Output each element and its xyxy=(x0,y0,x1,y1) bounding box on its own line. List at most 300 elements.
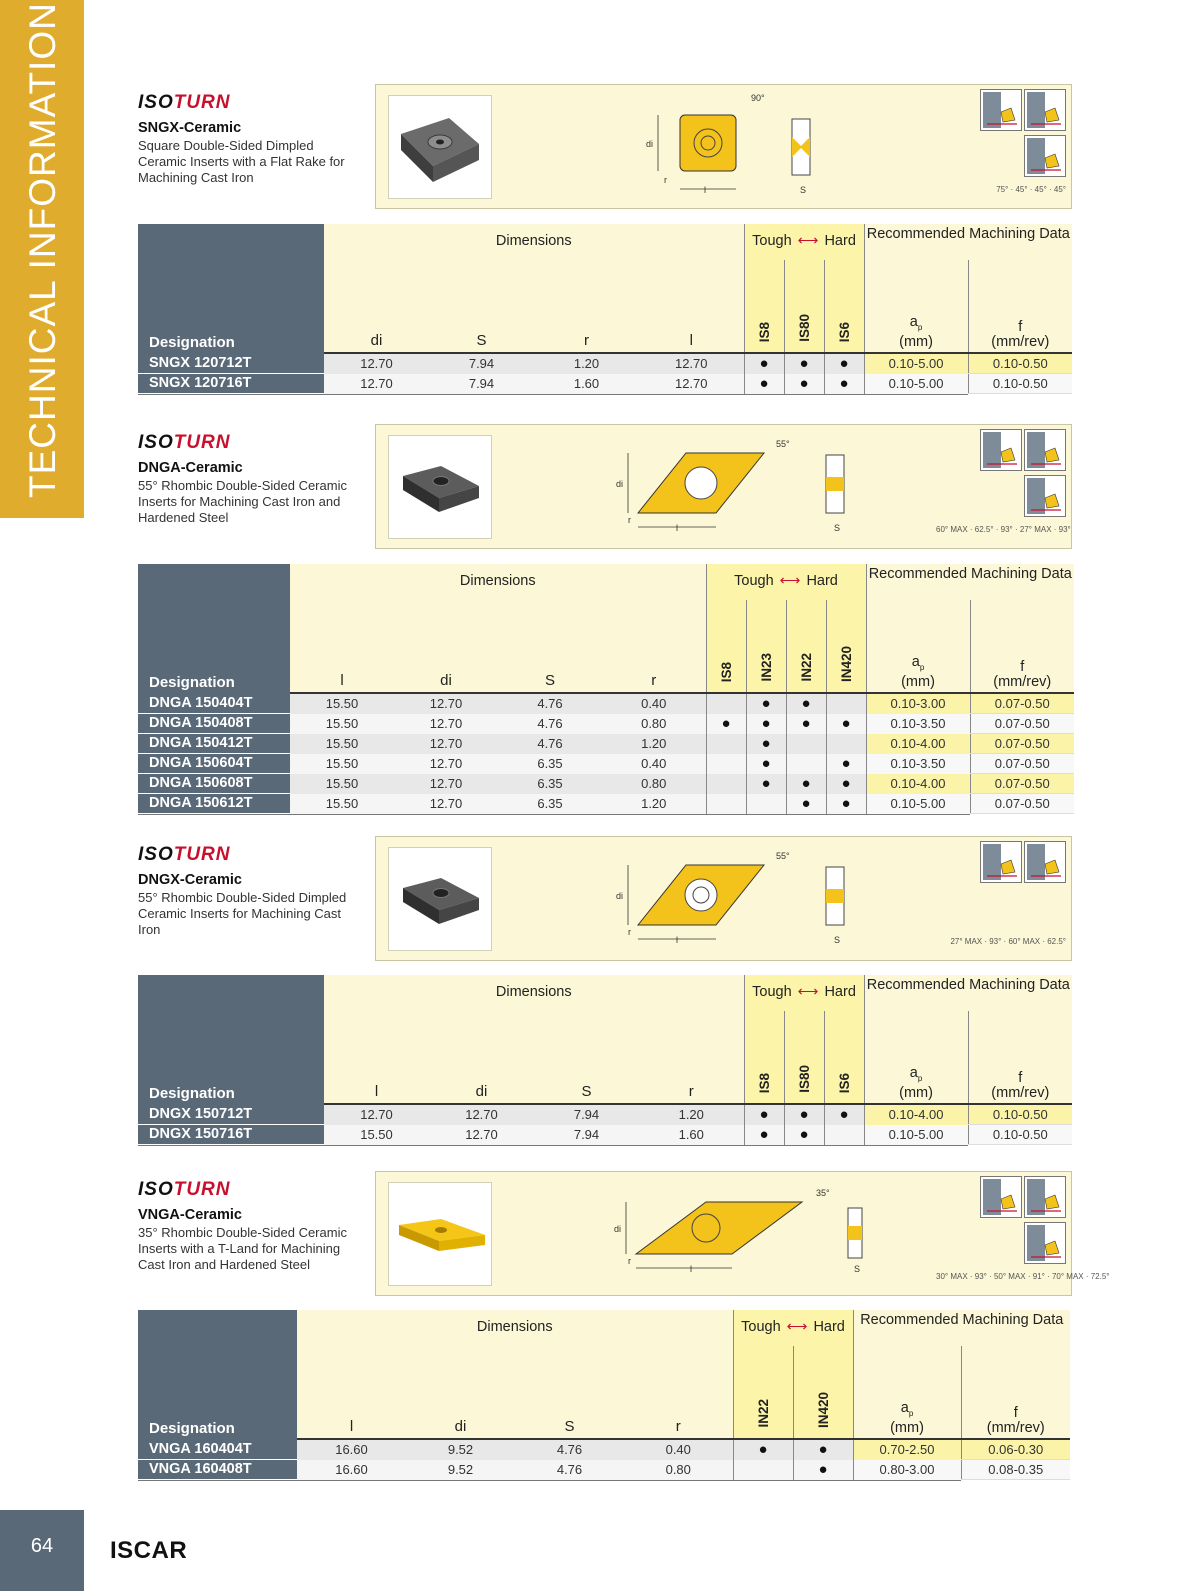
dimension-cell: 12.70 xyxy=(394,694,498,714)
dimension-cell: 12.70 xyxy=(324,374,429,394)
f-unit: (mm/rev) xyxy=(991,1085,1050,1101)
icon-angle-label: 62.5° xyxy=(1047,937,1066,946)
ap-unit: (mm) xyxy=(899,334,933,350)
dimension-column-header: r xyxy=(602,600,706,692)
table-bottom-rule xyxy=(138,1480,961,1482)
table-row xyxy=(138,694,1074,714)
specification-table xyxy=(138,224,1072,395)
dimension-cell: 12.70 xyxy=(394,774,498,794)
f-symbol: f xyxy=(1020,659,1025,675)
grade-availability-cell xyxy=(786,734,826,754)
drawing-label-angle: 55° xyxy=(776,851,790,861)
designation-cell: DNGA 150408T xyxy=(138,714,290,734)
dimension-column-header: l xyxy=(290,600,394,692)
hard-label: Hard xyxy=(824,984,856,1000)
grade-availability-cell: ● xyxy=(824,374,864,394)
ap-cell: 0.10-4.00 xyxy=(866,734,970,754)
tough-hard-header xyxy=(706,564,866,600)
grade-availability-cell: ● xyxy=(786,774,826,794)
grade-availability-cell: ● xyxy=(744,1125,784,1145)
table-bottom-rule xyxy=(138,394,968,396)
dimension-column-header: r xyxy=(639,1011,744,1103)
grade-column-header xyxy=(733,1346,793,1438)
brand-iso: ISO xyxy=(138,844,174,865)
dimension-cell: 7.94 xyxy=(429,354,534,374)
grade-column-header xyxy=(826,600,866,692)
dimension-cell: 1.20 xyxy=(602,734,706,754)
grade-column-header xyxy=(786,600,826,692)
ap-cell: 0.10-5.00 xyxy=(866,794,970,814)
drawing-label-di: di xyxy=(616,479,624,489)
toolholder-application-icon xyxy=(980,1176,1022,1218)
table-row xyxy=(138,1105,1072,1125)
ap-header xyxy=(864,1011,968,1103)
grade-availability-cell: ● xyxy=(784,1105,824,1125)
designation-cell: DNGA 150404T xyxy=(138,694,290,714)
ap-symbol xyxy=(865,1066,968,1086)
grade-availability-cell xyxy=(824,1125,864,1145)
grade-column-header xyxy=(744,260,784,352)
grade-availability-cell: ● xyxy=(744,374,784,394)
dimension-cell: 15.50 xyxy=(324,1125,429,1145)
dimension-cell: 16.60 xyxy=(297,1440,406,1460)
dimension-column-header: di xyxy=(406,1346,515,1438)
dimension-cell: 7.94 xyxy=(534,1105,639,1125)
f-cell: 0.06-0.30 xyxy=(961,1440,1070,1460)
grade-name: IS8 xyxy=(756,1072,772,1093)
dimension-cell: 12.70 xyxy=(394,714,498,734)
hard-label: Hard xyxy=(806,573,838,589)
ap-unit: (mm) xyxy=(901,674,935,690)
isoturn-logo xyxy=(138,844,231,866)
insert-photo xyxy=(388,847,492,951)
drawing-label-r: r xyxy=(628,515,631,525)
designation-cell: DNGA 150608T xyxy=(138,774,290,794)
tough-hard-header xyxy=(733,1310,853,1346)
ap-header xyxy=(853,1346,961,1438)
f-cell: 0.07-0.50 xyxy=(970,694,1074,714)
ap-cell: 0.10-5.00 xyxy=(864,354,968,374)
f-cell: 0.07-0.50 xyxy=(970,774,1074,794)
product-title: VNGA-Ceramic xyxy=(138,1207,242,1223)
icon-angle-label: 93° · xyxy=(989,937,1009,946)
f-header xyxy=(968,260,1072,352)
grade-availability-cell xyxy=(706,694,746,714)
specification-table xyxy=(138,1310,1070,1481)
drawing-label-s: S xyxy=(800,185,807,195)
insert-drawing xyxy=(576,425,996,550)
dimension-cell: 0.80 xyxy=(602,714,706,734)
grade-name: IN22 xyxy=(755,1399,771,1428)
drawing-label-angle: 55° xyxy=(776,439,790,449)
brand-turn: TURN xyxy=(173,92,231,113)
grade-availability-cell: ● xyxy=(744,1105,784,1125)
dimension-cell: 1.60 xyxy=(639,1125,744,1145)
dimension-cell: 12.70 xyxy=(639,374,744,394)
grade-availability-cell: ● xyxy=(826,774,866,794)
dimension-cell: 12.70 xyxy=(639,354,744,374)
grade-availability-cell: ● xyxy=(784,1125,824,1145)
dimension-cell: 15.50 xyxy=(290,754,394,774)
ap-cell: 0.10-4.00 xyxy=(864,1105,968,1125)
dimension-cell: 4.76 xyxy=(515,1440,624,1460)
grade-column-header xyxy=(824,260,864,352)
grade-availability-cell: ● xyxy=(746,774,786,794)
dimension-cell: 15.50 xyxy=(290,734,394,754)
toolholder-application-icon xyxy=(1024,429,1066,471)
dimension-cell: 4.76 xyxy=(498,694,602,714)
icon-angle-label: 70° MAX · xyxy=(1051,1272,1091,1281)
grade-availability-cell: ● xyxy=(793,1460,853,1480)
grade-availability-cell xyxy=(706,754,746,774)
f-cell: 0.10-0.50 xyxy=(968,1105,1072,1125)
grade-name: IN420 xyxy=(815,1391,831,1428)
grade-availability-cell: ● xyxy=(786,794,826,814)
dimensions-header: Dimensions xyxy=(324,224,744,260)
dimension-cell: 1.20 xyxy=(639,1105,744,1125)
ap-cell: 0.80-3.00 xyxy=(853,1460,961,1480)
tough-label: Tough xyxy=(734,573,774,589)
insert-drawing xyxy=(576,837,996,962)
dimension-cell: 12.70 xyxy=(429,1125,534,1145)
grade-availability-cell xyxy=(706,794,746,814)
dimension-cell: 7.94 xyxy=(534,1125,639,1145)
grade-column-header xyxy=(746,600,786,692)
tough-label: Tough xyxy=(741,1319,781,1335)
ap-header xyxy=(866,600,970,692)
icon-angle-label: 45° xyxy=(1053,185,1066,194)
brand-turn: TURN xyxy=(173,844,231,865)
toolholder-application-icon xyxy=(1024,89,1066,131)
insert-photo xyxy=(388,435,492,539)
insert-drawing xyxy=(576,85,996,210)
grade-availability-cell: ● xyxy=(746,694,786,714)
f-header xyxy=(961,1346,1070,1438)
designation-header: Designation xyxy=(138,224,324,354)
brand-turn: TURN xyxy=(173,432,231,453)
grade-availability-cell: ● xyxy=(746,734,786,754)
icon-angle-label: 91° · xyxy=(1032,1272,1052,1281)
insert-illustration-panel xyxy=(375,424,1072,549)
icon-angle-label: 50° MAX · xyxy=(993,1272,1033,1281)
grade-name: IN420 xyxy=(838,645,854,682)
icon-angle-label: 45° · xyxy=(1015,185,1035,194)
designation-header: Designation xyxy=(138,1310,297,1440)
icon-angle-labels xyxy=(936,525,1071,534)
grade-availability-cell: ● xyxy=(784,354,824,374)
table-row xyxy=(138,374,1072,394)
dimension-cell: 15.50 xyxy=(290,794,394,814)
tough-hard-header xyxy=(744,975,864,1011)
drawing-label-di: di xyxy=(616,891,624,901)
f-header xyxy=(970,600,1074,692)
f-cell: 0.10-0.50 xyxy=(968,354,1072,374)
dimension-cell: 0.40 xyxy=(602,754,706,774)
dimension-cell: 9.52 xyxy=(406,1460,515,1480)
tough-hard-arrow-icon: ⟷ xyxy=(797,984,819,1000)
drawing-label-s: S xyxy=(834,523,841,533)
drawing-label-di: di xyxy=(614,1224,622,1234)
ap-cell: 0.10-5.00 xyxy=(864,374,968,394)
grade-availability-cell: ● xyxy=(733,1440,793,1460)
grade-column-header xyxy=(784,1011,824,1103)
drawing-label-s: S xyxy=(854,1264,861,1274)
table-row xyxy=(138,774,1074,794)
drawing-label-angle: 35° xyxy=(816,1188,830,1198)
dimension-column-header: l xyxy=(297,1346,406,1438)
designation-header: Designation xyxy=(138,564,290,694)
table-row xyxy=(138,714,1074,734)
drawing-label-l: l xyxy=(676,935,678,945)
dimensions-header: Dimensions xyxy=(290,564,706,600)
ap-header xyxy=(864,260,968,352)
hard-label: Hard xyxy=(813,1319,845,1335)
grade-name: IS8 xyxy=(718,661,734,682)
ap-subscript: p xyxy=(917,1074,923,1083)
ap-symbol xyxy=(854,1401,961,1421)
grade-name: IN23 xyxy=(758,653,774,682)
table-row xyxy=(138,734,1074,754)
f-symbol: f xyxy=(1018,1070,1023,1086)
recommended-header: Recommended Machining Data xyxy=(853,1310,1070,1346)
dimension-cell: 9.52 xyxy=(406,1440,515,1460)
page-number: 64 xyxy=(30,1535,54,1557)
f-cell: 0.07-0.50 xyxy=(970,714,1074,734)
grade-name: IS6 xyxy=(836,321,852,342)
grade-column-header xyxy=(784,260,824,352)
product-title: DNGA-Ceramic xyxy=(138,460,243,476)
ap-unit: (mm) xyxy=(899,1085,933,1101)
grade-availability-cell: ● xyxy=(744,354,784,374)
dimension-cell: 0.80 xyxy=(602,774,706,794)
icon-angle-label: 27° MAX · xyxy=(1019,525,1059,534)
designation-cell: VNGA 160404T xyxy=(138,1440,297,1460)
toolholder-application-icon xyxy=(1024,135,1066,177)
dimension-cell: 12.70 xyxy=(394,734,498,754)
ap-subscript: p xyxy=(908,1409,914,1418)
dimension-column-header: di xyxy=(429,1011,534,1103)
dimension-cell: 15.50 xyxy=(290,774,394,794)
designation-cell: DNGX 150712T xyxy=(138,1105,324,1125)
product-description: 55° Rhombic Double-Sided Ceramic Inserts for Machining Cast Iron and Hardened Steel xyxy=(138,478,347,525)
dimension-cell: 4.76 xyxy=(498,714,602,734)
toolholder-application-icon xyxy=(1024,1176,1066,1218)
tough-hard-arrow-icon: ⟷ xyxy=(779,573,801,589)
f-cell: 0.10-0.50 xyxy=(968,1125,1072,1145)
toolholder-application-icon xyxy=(1024,1222,1066,1264)
recommended-header: Recommended Machining Data xyxy=(864,975,1072,1011)
f-unit: (mm/rev) xyxy=(986,1420,1045,1436)
dimension-cell: 7.94 xyxy=(429,374,534,394)
grade-availability-cell xyxy=(826,734,866,754)
insert-illustration-panel xyxy=(375,84,1072,209)
dimension-column-header: r xyxy=(624,1346,733,1438)
brand-iso: ISO xyxy=(138,432,174,453)
brand-iso: ISO xyxy=(138,1179,174,1200)
drawing-label-di: di xyxy=(646,139,654,149)
table-row xyxy=(138,1125,1072,1145)
icon-angle-labels xyxy=(936,937,1066,946)
icon-angle-label: 93° · xyxy=(1000,525,1020,534)
dimension-column-header: l xyxy=(324,1011,429,1103)
ap-subscript: p xyxy=(919,663,925,672)
ap-cell: 0.10-3.50 xyxy=(866,754,970,774)
brand-turn: TURN xyxy=(173,1179,231,1200)
dimension-cell: 1.60 xyxy=(534,374,639,394)
tough-hard-header xyxy=(744,224,864,260)
designation-cell: SNGX 120712T xyxy=(138,354,324,374)
dimension-cell: 6.35 xyxy=(498,774,602,794)
icon-angle-label: 75° · xyxy=(996,185,1016,194)
grade-availability-cell: ● xyxy=(826,794,866,814)
table-row xyxy=(138,754,1074,774)
designation-cell: DNGA 150412T xyxy=(138,734,290,754)
dimension-column-header: S xyxy=(534,1011,639,1103)
icon-angle-label: 93° xyxy=(1058,525,1071,534)
dimension-cell: 12.70 xyxy=(324,1105,429,1125)
isoturn-logo xyxy=(138,432,231,454)
tough-hard-arrow-icon: ⟷ xyxy=(786,1319,808,1335)
f-header xyxy=(968,1011,1072,1103)
product-description: 55° Rhombic Double-Sided Dimpled Ceramic Inserts for Machining Cast Iron xyxy=(138,890,347,937)
dimension-cell: 12.70 xyxy=(324,354,429,374)
grade-name: IS80 xyxy=(796,314,812,342)
insert-photo xyxy=(388,1182,492,1286)
grade-availability-cell: ● xyxy=(793,1440,853,1460)
recommended-header: Recommended Machining Data xyxy=(864,224,1072,260)
table-bottom-rule xyxy=(138,814,970,816)
grade-availability-cell: ● xyxy=(784,374,824,394)
dimension-column-header: S xyxy=(498,600,602,692)
dimension-cell: 12.70 xyxy=(429,1105,534,1125)
grade-column-header xyxy=(744,1011,784,1103)
dimension-cell: 0.40 xyxy=(624,1440,733,1460)
icon-angle-label: 60° MAX · xyxy=(936,525,975,534)
dimension-cell: 4.76 xyxy=(498,734,602,754)
designation-cell: DNGX 150716T xyxy=(138,1125,324,1145)
tough-label: Tough xyxy=(752,984,792,1000)
grade-availability-cell xyxy=(786,754,826,774)
f-cell: 0.07-0.50 xyxy=(970,794,1074,814)
grade-availability-cell xyxy=(706,734,746,754)
designation-cell: VNGA 160408T xyxy=(138,1460,297,1480)
drawing-label-r: r xyxy=(664,175,667,185)
insert-drawing xyxy=(576,1172,996,1297)
grade-availability-cell: ● xyxy=(824,354,864,374)
icon-angle-label: 45° · xyxy=(1034,185,1054,194)
dimension-cell: 1.20 xyxy=(534,354,639,374)
grade-availability-cell: ● xyxy=(786,714,826,734)
hard-label: Hard xyxy=(824,233,856,249)
dimension-column-header: di xyxy=(324,260,429,352)
icon-angle-label: 72.5° xyxy=(1090,1272,1110,1281)
grade-availability-cell: ● xyxy=(826,754,866,774)
ap-unit: (mm) xyxy=(890,1420,924,1436)
dimension-cell: 12.70 xyxy=(394,794,498,814)
grade-availability-cell xyxy=(706,774,746,794)
dimension-column-header: r xyxy=(534,260,639,352)
grade-availability-cell: ● xyxy=(746,714,786,734)
specification-table xyxy=(138,975,1072,1146)
designation-cell: SNGX 120716T xyxy=(138,374,324,394)
insert-illustration-panel xyxy=(375,836,1072,961)
grade-availability-cell xyxy=(746,794,786,814)
icon-angle-labels xyxy=(936,1272,1110,1281)
icon-angle-label: 93° · xyxy=(974,1272,994,1281)
ap-cell: 0.10-3.00 xyxy=(866,694,970,714)
drawing-label-s: S xyxy=(834,935,841,945)
specification-table xyxy=(138,564,1074,815)
product-title: DNGX-Ceramic xyxy=(138,872,242,888)
insert-illustration-panel xyxy=(375,1171,1110,1296)
grade-name: IS6 xyxy=(836,1072,852,1093)
grade-name: IS80 xyxy=(796,1065,812,1093)
table-bottom-rule xyxy=(138,1145,968,1147)
f-cell: 0.08-0.35 xyxy=(961,1460,1070,1480)
grade-availability-cell: ● xyxy=(824,1105,864,1125)
sidebar-band xyxy=(0,0,84,518)
brand-iso: ISO xyxy=(138,92,174,113)
footer-brand: ISCAR xyxy=(110,1537,188,1564)
drawing-label-l: l xyxy=(676,523,678,533)
dimension-cell: 1.20 xyxy=(602,794,706,814)
table-row xyxy=(138,794,1074,814)
f-symbol: f xyxy=(1013,1405,1018,1421)
ap-symbol xyxy=(865,315,968,335)
dimension-column-header: S xyxy=(515,1346,624,1438)
product-title: SNGX-Ceramic xyxy=(138,120,242,136)
f-cell: 0.07-0.50 xyxy=(970,754,1074,774)
dimension-cell: 15.50 xyxy=(290,714,394,734)
grade-column-header xyxy=(793,1346,853,1438)
dimension-cell: 0.40 xyxy=(602,694,706,714)
designation-cell: DNGA 150604T xyxy=(138,754,290,774)
grade-name: IN22 xyxy=(798,653,814,682)
ap-subscript: p xyxy=(917,323,923,332)
f-unit: (mm/rev) xyxy=(991,334,1050,350)
tough-hard-arrow-icon: ⟷ xyxy=(797,233,819,249)
designation-cell: DNGA 150612T xyxy=(138,794,290,814)
grade-column-header xyxy=(706,600,746,692)
drawing-label-l: l xyxy=(704,185,706,195)
icon-angle-labels xyxy=(936,185,1066,194)
dimension-cell: 6.35 xyxy=(498,794,602,814)
drawing-label-r: r xyxy=(628,927,631,937)
dimension-cell: 0.80 xyxy=(624,1460,733,1480)
ap-cell: 0.10-5.00 xyxy=(864,1125,968,1145)
dimension-cell: 16.60 xyxy=(297,1460,406,1480)
toolholder-application-icon xyxy=(1024,475,1066,517)
insert-photo xyxy=(388,95,492,199)
f-symbol: f xyxy=(1018,319,1023,335)
ap-cell: 0.10-4.00 xyxy=(866,774,970,794)
grade-availability-cell: ● xyxy=(746,754,786,774)
ap-letter: a xyxy=(909,314,918,331)
toolholder-application-icon xyxy=(980,89,1022,131)
dimensions-header: Dimensions xyxy=(324,975,744,1011)
toolholder-application-icon xyxy=(1024,841,1066,883)
ap-cell: 0.10-3.50 xyxy=(866,714,970,734)
grade-availability-cell: ● xyxy=(826,714,866,734)
drawing-label-angle: 90° xyxy=(751,93,765,103)
f-cell: 0.07-0.50 xyxy=(970,734,1074,754)
ap-cell: 0.70-2.50 xyxy=(853,1440,961,1460)
ap-letter: a xyxy=(900,1400,909,1417)
f-cell: 0.10-0.50 xyxy=(968,374,1072,394)
toolholder-application-icon xyxy=(980,841,1022,883)
designation-header: Designation xyxy=(138,975,324,1105)
dimension-cell: 6.35 xyxy=(498,754,602,774)
